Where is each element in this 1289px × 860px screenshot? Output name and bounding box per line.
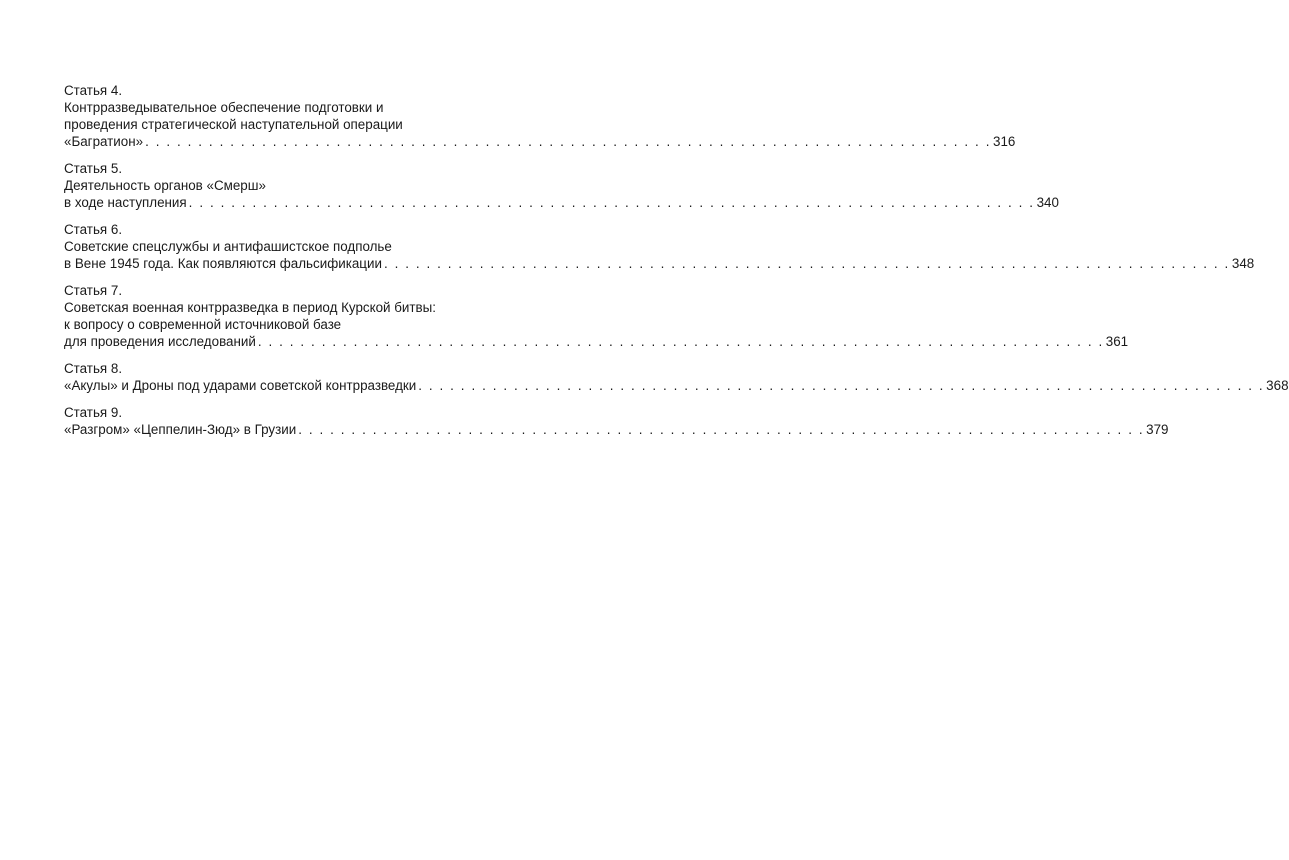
article-title-line: Советская военная контрразведка в период Курской битвы: <box>64 300 436 315</box>
dot-leader: . . . . . . . . . . . . . . . . . . . . . . . . . . . . . . . . . . . . . . . . . . . . . . . . . . . . . . . . . . . . . . . . . . . . . . . . . . . . . . . . <box>383 256 1230 271</box>
article-title-line: к вопросу о современной источниковой базе <box>64 317 342 332</box>
toc-entry[interactable] <box>64 221 1255 272</box>
article-label: Статья 8. <box>64 361 123 376</box>
dot-leader: . . . . . . . . . . . . . . . . . . . . . . . . . . . . . . . . . . . . . . . . . . . . . . . . . . . . . . . . . . . . . . . . . . . . . . . . . . . . . . . . <box>145 134 992 149</box>
article-title-line: Деятельность органов «Смерш» <box>64 178 266 193</box>
article-title-last-line <box>64 333 1129 350</box>
page-number: 348 <box>1231 256 1255 271</box>
article-label: Статья 9. <box>64 405 123 420</box>
article-title-end: «Разгром» «Цеппелин-Зюд» в Грузии <box>64 422 297 437</box>
article-title-last-line <box>64 194 1059 211</box>
article-label: Статья 5. <box>64 161 123 176</box>
article-label: Статья 6. <box>64 222 123 237</box>
article-title-last-line <box>64 421 1169 438</box>
page-number: 368 <box>1266 378 1289 393</box>
article-title-end: «Акулы» и Дроны под ударами советской контрразведки <box>64 378 417 393</box>
article-title-end: «Багратион» <box>64 134 144 149</box>
page-number: 340 <box>1036 195 1059 210</box>
dot-leader: . . . . . . . . . . . . . . . . . . . . . . . . . . . . . . . . . . . . . . . . . . . . . . . . . . . . . . . . . . . . . . . . . . . . . . . . . . . . . . . . <box>298 422 1145 437</box>
article-title-last-line <box>64 377 1289 394</box>
toc-entry[interactable] <box>64 404 1169 438</box>
dot-leader: . . . . . . . . . . . . . . . . . . . . . . . . . . . . . . . . . . . . . . . . . . . . . . . . . . . . . . . . . . . . . . . . . . . . . . . . . . . . . . . . <box>418 378 1265 393</box>
article-label: Статья 4. <box>64 83 123 98</box>
article-title-last-line <box>64 133 1016 150</box>
article-label: Статья 7. <box>64 283 123 298</box>
table-of-contents <box>64 82 1289 448</box>
page-number: 316 <box>993 134 1016 149</box>
dot-leader: . . . . . . . . . . . . . . . . . . . . . . . . . . . . . . . . . . . . . . . . . . . . . . . . . . . . . . . . . . . . . . . . . . . . . . . . . . . . . . . . <box>188 195 1035 210</box>
page-number: 379 <box>1146 422 1169 437</box>
toc-entry[interactable] <box>64 82 1016 150</box>
article-title-line: проведения стратегической наступательной операции <box>64 117 403 132</box>
article-title-last-line <box>64 255 1255 272</box>
article-title-line: Советские спецслужбы и антифашистское подполье <box>64 239 392 254</box>
dot-leader: . . . . . . . . . . . . . . . . . . . . . . . . . . . . . . . . . . . . . . . . . . . . . . . . . . . . . . . . . . . . . . . . . . . . . . . . . . . . . . . . <box>257 334 1104 349</box>
toc-entry[interactable] <box>64 160 1059 211</box>
article-title-line: Контрразведывательное обеспечение подготовки и <box>64 100 384 115</box>
article-title-end: в Вене 1945 года. Как появляются фальсификации <box>64 256 382 271</box>
toc-entry[interactable] <box>64 282 1129 350</box>
article-title-end: в ходе наступления <box>64 195 187 210</box>
toc-entry[interactable] <box>64 360 1289 394</box>
article-title-end: для проведения исследований <box>64 334 256 349</box>
page-number: 361 <box>1105 334 1129 349</box>
